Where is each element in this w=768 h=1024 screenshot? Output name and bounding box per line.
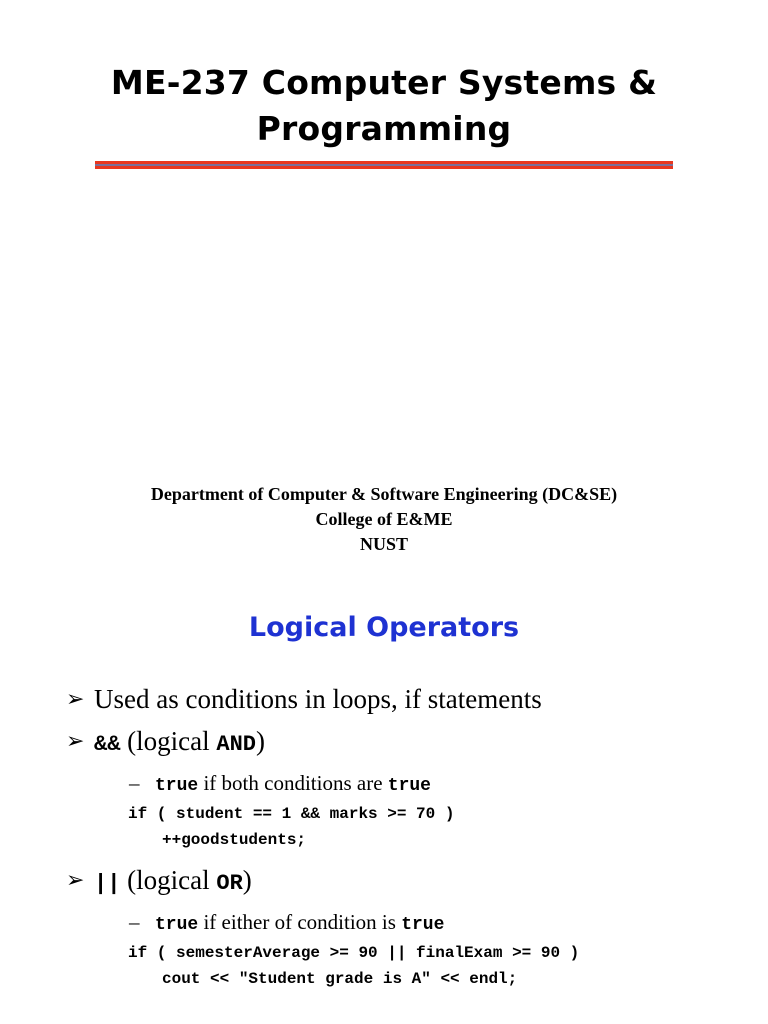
title-line-1: ME-237 Computer Systems & [110, 63, 658, 102]
operator-and: && [94, 732, 121, 757]
bullet-item-and [66, 722, 756, 764]
college-name: College of E&ME [315, 509, 453, 529]
sub-bullet-text: if either of condition is [198, 910, 402, 934]
keyword-true: true [387, 776, 431, 796]
en-dash-icon: – [129, 910, 140, 934]
title-line-2: Programming [256, 109, 512, 148]
title-divider [95, 161, 673, 169]
section-heading: Logical Operators [248, 612, 520, 643]
bullet-text: Used as conditions in loops, if statements [94, 684, 542, 714]
slide-title [0, 60, 768, 152]
sub-bullet-or [129, 907, 756, 940]
bullet-list [66, 680, 756, 992]
arrowhead-bullet-icon: ➢ [66, 686, 85, 711]
keyword-true: true [155, 915, 199, 935]
sub-bullet-text: if both conditions are [198, 771, 388, 795]
code-line-or-1: if ( semesterAverage >= 90 || finalExam >= 90 ) [128, 944, 580, 962]
bullet-item-conditions [66, 680, 756, 718]
arrowhead-bullet-icon: ➢ [66, 728, 85, 753]
operator-or: || [94, 871, 121, 896]
code-line-and-2: ++goodstudents; [162, 831, 307, 849]
keyword-true: true [155, 776, 199, 796]
bullet-text-after: ) [255, 726, 265, 756]
divider-red-bottom [95, 166, 673, 169]
university-name: NUST [359, 534, 408, 554]
department-name: Department of Computer & Software Engineering (DC&SE) [150, 484, 618, 504]
en-dash-icon: – [129, 771, 140, 795]
keyword-and: AND [216, 732, 256, 757]
bullet-item-or [66, 861, 756, 903]
bullet-text-before: (logical [120, 726, 217, 756]
bullet-text-after: ) [242, 865, 252, 895]
bullet-text-before: (logical [120, 865, 217, 895]
arrowhead-bullet-icon: ➢ [66, 867, 85, 892]
department-block [0, 482, 768, 557]
code-line-or-2: cout << "Student grade is A" << endl; [162, 970, 518, 988]
code-line-and-1: if ( student == 1 && marks >= 70 ) [128, 805, 455, 823]
sub-bullet-and [129, 768, 756, 801]
keyword-or: OR [216, 871, 243, 896]
keyword-true: true [401, 915, 445, 935]
